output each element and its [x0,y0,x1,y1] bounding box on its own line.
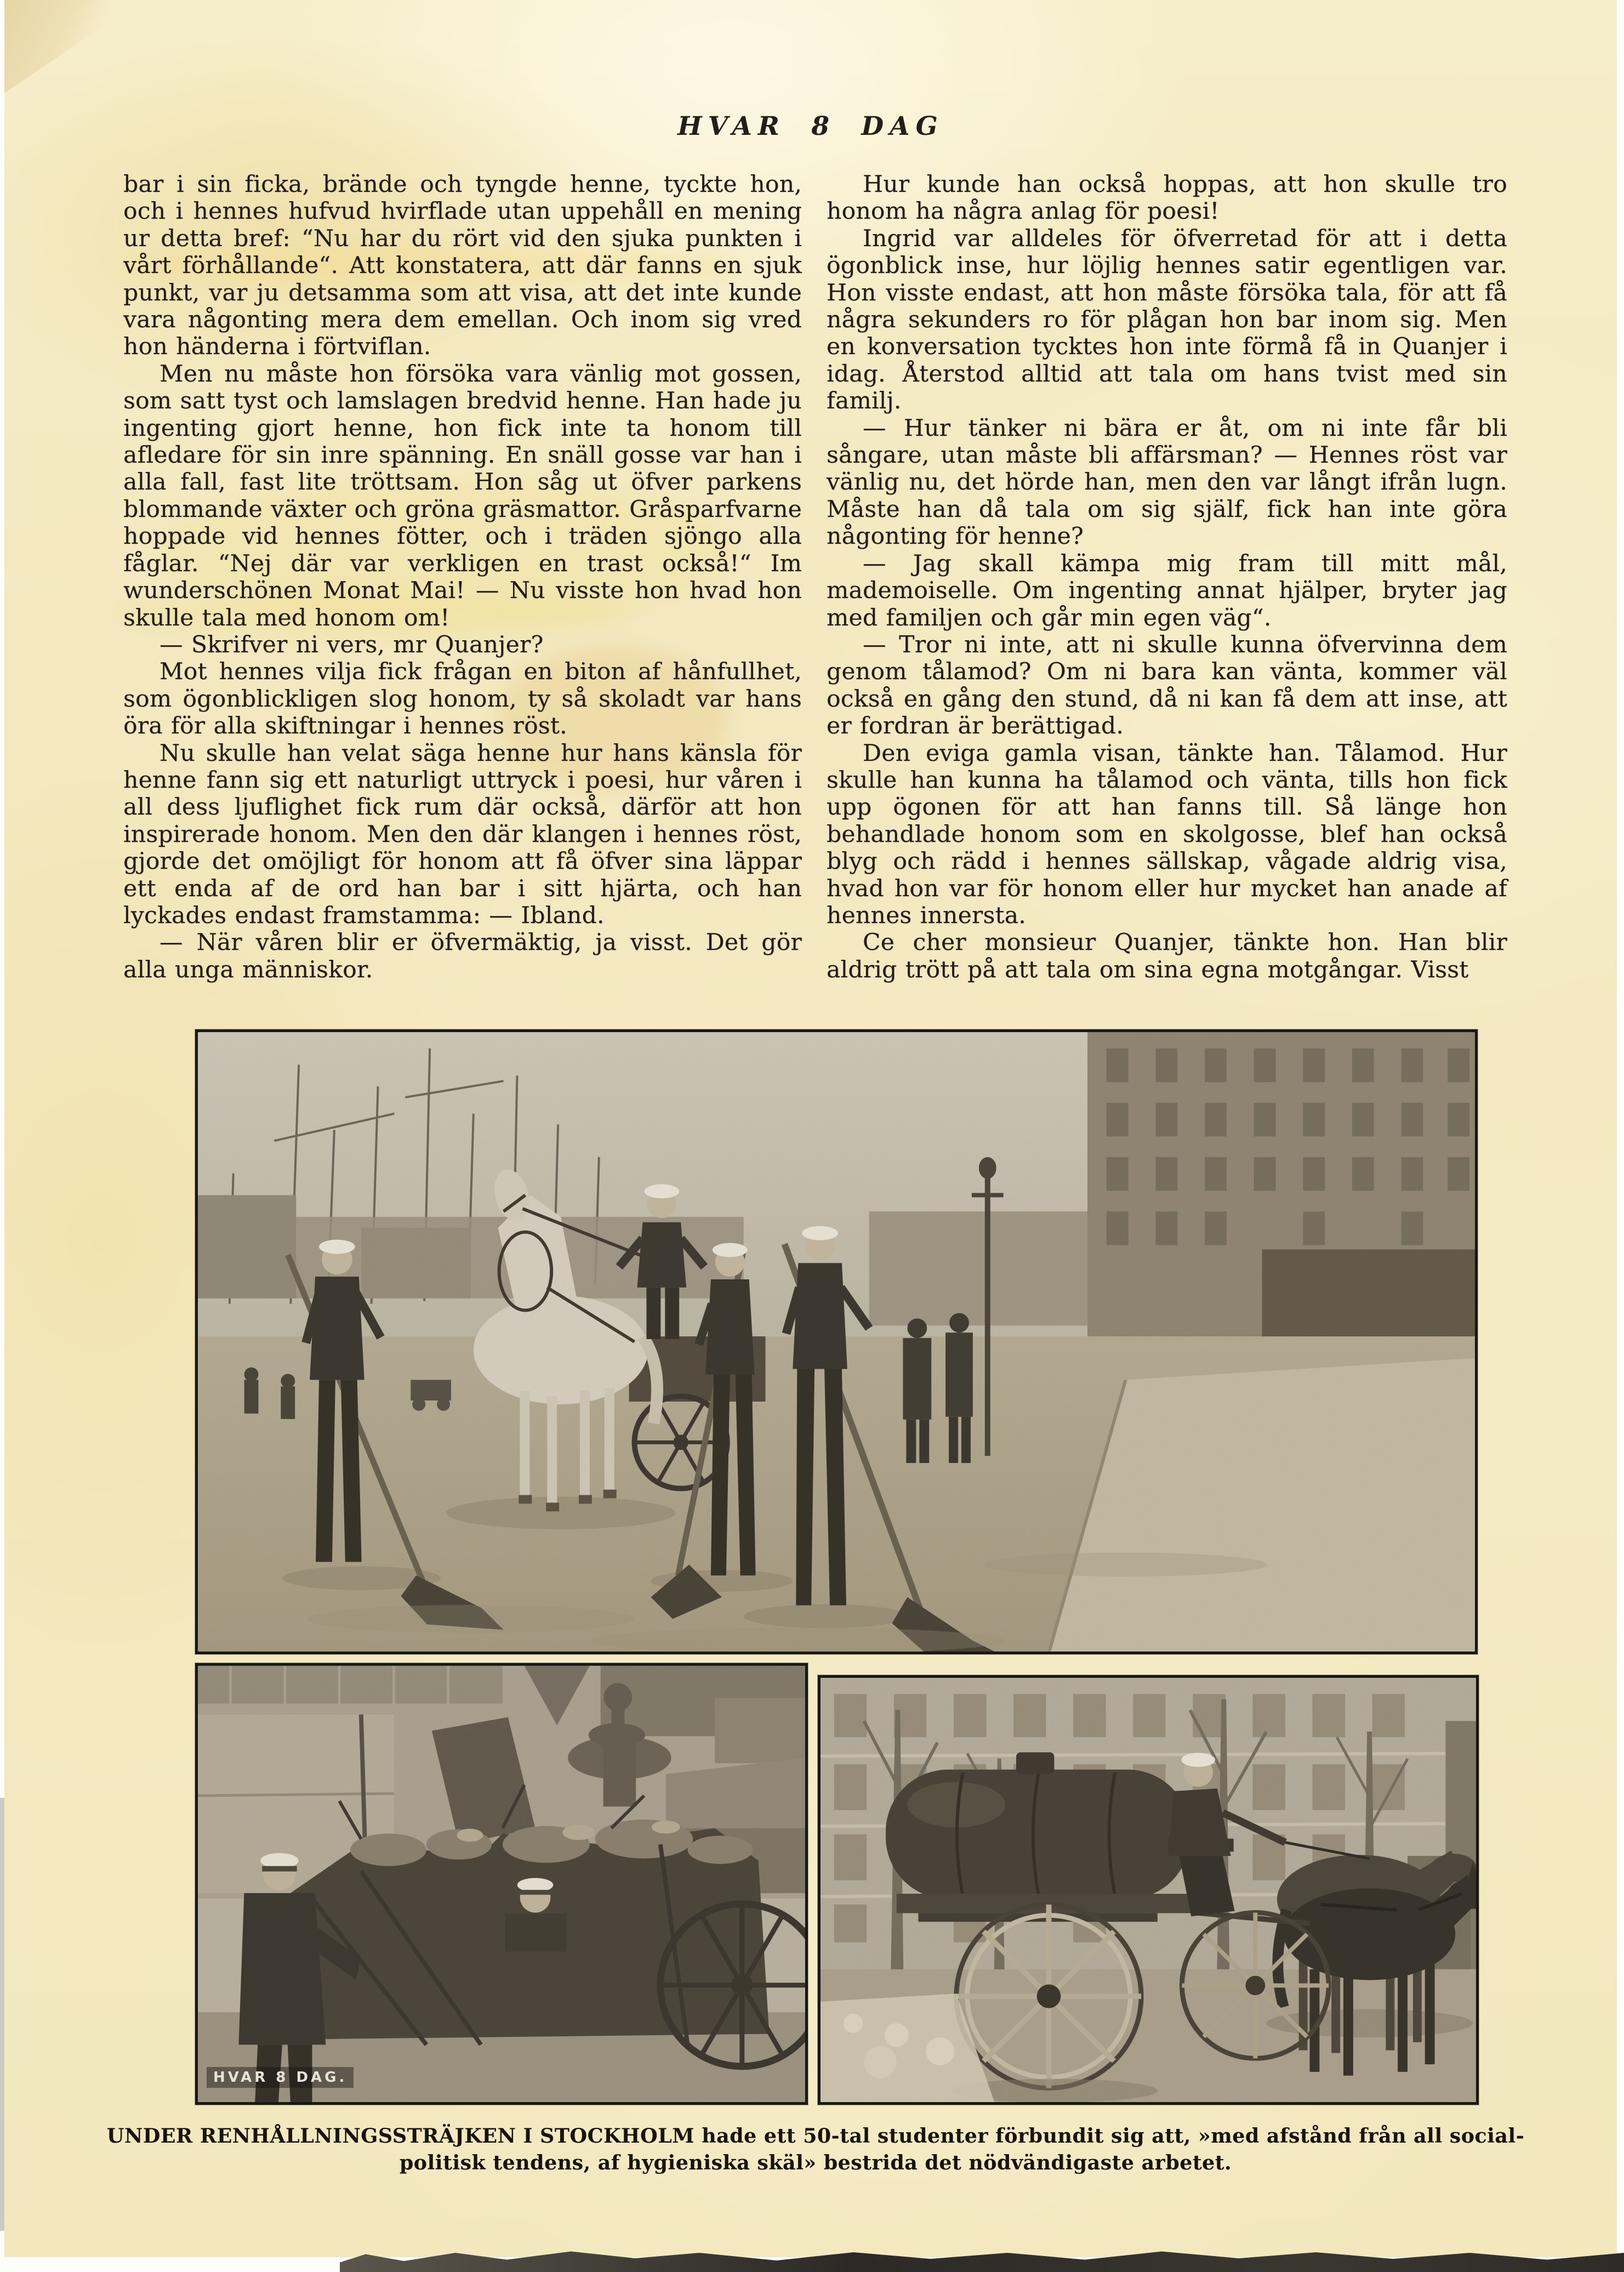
paragraph: — Skrifver ni vers, mr Quanjer? [159,631,544,658]
paragraph: — Jag skall kämpa mig fram till mitt mål, mademoiselle. Om ingenting annat hjälper, bryter jag med familjen och går min egen väg“. [827,550,1507,631]
photo-street-sweepers [195,1029,1478,1654]
article-right-column [827,171,1507,983]
paper [4,0,1617,2257]
film-grain [198,1032,1475,1652]
photo-bl-illustration [198,1666,805,2102]
caption-line-1: UNDER RENHÅLLNINGSSTRÄJKEN I STOCKHOLM hade ett 50-tal studenter förbundit sig att, »med afstånd från all social- [106,2124,1525,2148]
paragraph: Ce cher monsieur Quanjer, tänkte hon. Han blir aldrig trött på att tala om sina egna motgångar. Visst [827,929,1507,983]
film-grain [820,1678,1476,2102]
paragraph: Den eviga gamla visan, tänkte han. Tålamod. Hur skulle han kunna ha tålamod och vänta, tills hon fick upp ögonen för att han fanns till. Så länge hon behandlade honom som en skolgosse, blef han också blyg och rädd i hennes sällskap, vågade aldrig visa, hvad hon var för honom eller hur mycket han anade af hennes innersta. [827,739,1507,929]
photo-br-illustration [820,1678,1476,2102]
paragraph: Hur kunde han också hoppas, att hon skulle tro honom ha några anlag för poesi! [827,171,1507,225]
paragraph: Mot hennes vilja fick frågan en biton af hånfullhet, som ögonblickligen slog honom, ty så skoladt var hans öra för alla skiftningar i hennes röst. [123,658,802,740]
film-grain [198,1666,805,2102]
corner-tear [4,0,141,93]
paragraph: — Tror ni inte, att ni skulle kunna öfvervinna dem genom tålamod? Om ni bara kan vänta, kommer väl också en gång den stund, då ni kan få dem att inse, att er fordran är berättigad. [827,631,1507,740]
photo-caption [81,2122,1550,2176]
photo-main-illustration [198,1032,1475,1652]
paragraph: Men nu måste hon försöka vara vänlig mot gossen, som satt tyst och lamslagen bredvid henne. Han hade ju ingenting gjort henne, hon fick inte ta honom till afledare för sin inre spänning. En snäll gosse var han i alla fall, fast lite tröttsam. Hon såg ut öfver parkens blommande växter och gröna gräsmattor. Gråsparfvarne hoppade vid hennes fötter, och i träden sjöngo alla fåglar. “Nej där var verkligen en trast också!“ Im wunderschönen Monat Mai! — Nu visste hon hvad hon skulle tala med honom om! [123,360,802,631]
photo-garbage-cart [195,1663,808,2105]
paragraph: Ingrid var alldeles för öfverretad för att i detta ögonblick inse, hur löjlig hennes satir egentligen var. Hon visste endast, att hon måste försöka tala, för att få några sekunders ro för plågan hon bar inom sig. Men en konversation tycktes hon inte förmå få in Quanjer i idag. Återstod alltid att tala om hans tvist med sin familj. [827,225,1507,415]
paragraph: bar i sin ficka, brände och tyngde henne, tyckte hon, och i hennes hufvud hvirflade utan uppehåll en mening ur detta bref: “Nu har du rört vid den sjuka punkten i vårt förhållande“. Att konstatera, att där fanns en sjuk punkt, var ju detsamma som att visa, att det inte kunde vara någonting mera dem emellan. Och inom sig vred hon händerna i förtviflan. [123,171,802,361]
photo-water-wagon [818,1675,1479,2105]
caption-line-2: politisk tendens, af hygieniska skäl» bestrida det nödvändigaste arbetet. [399,2151,1232,2174]
photo-watermark: HVAR 8 DAG. [207,2067,354,2088]
paragraph: — När våren blir er öfvermäktig, ja visst. Det gör alla unga människor. [123,929,802,983]
page-title: HVAR 8 DAG [677,111,944,141]
article-left-column [123,171,802,983]
paragraph: Nu skulle han velat säga henne hur hans känsla för henne fann sig ett naturligt uttryck i poesi, hur våren i all dess ljuflighet fick rum där också, därför att hon inspirerade honom. Men den där klangen i hennes röst, gjorde det omöjligt för honom att få öfver sina läppar ett enda af de ord han bar i sitt hjärta, och han lyckades endast framstamma: — Ibland. [123,739,802,929]
paragraph: — Hur tänker ni bära er åt, om ni inte får bli sångare, utan måste bli affärsman? — Hennes röst var vänlig nu, det hörde han, men den var långt ifrån lugn. Måste han då tala om sig själf, fick han inte göra någonting för henne? [827,414,1507,550]
